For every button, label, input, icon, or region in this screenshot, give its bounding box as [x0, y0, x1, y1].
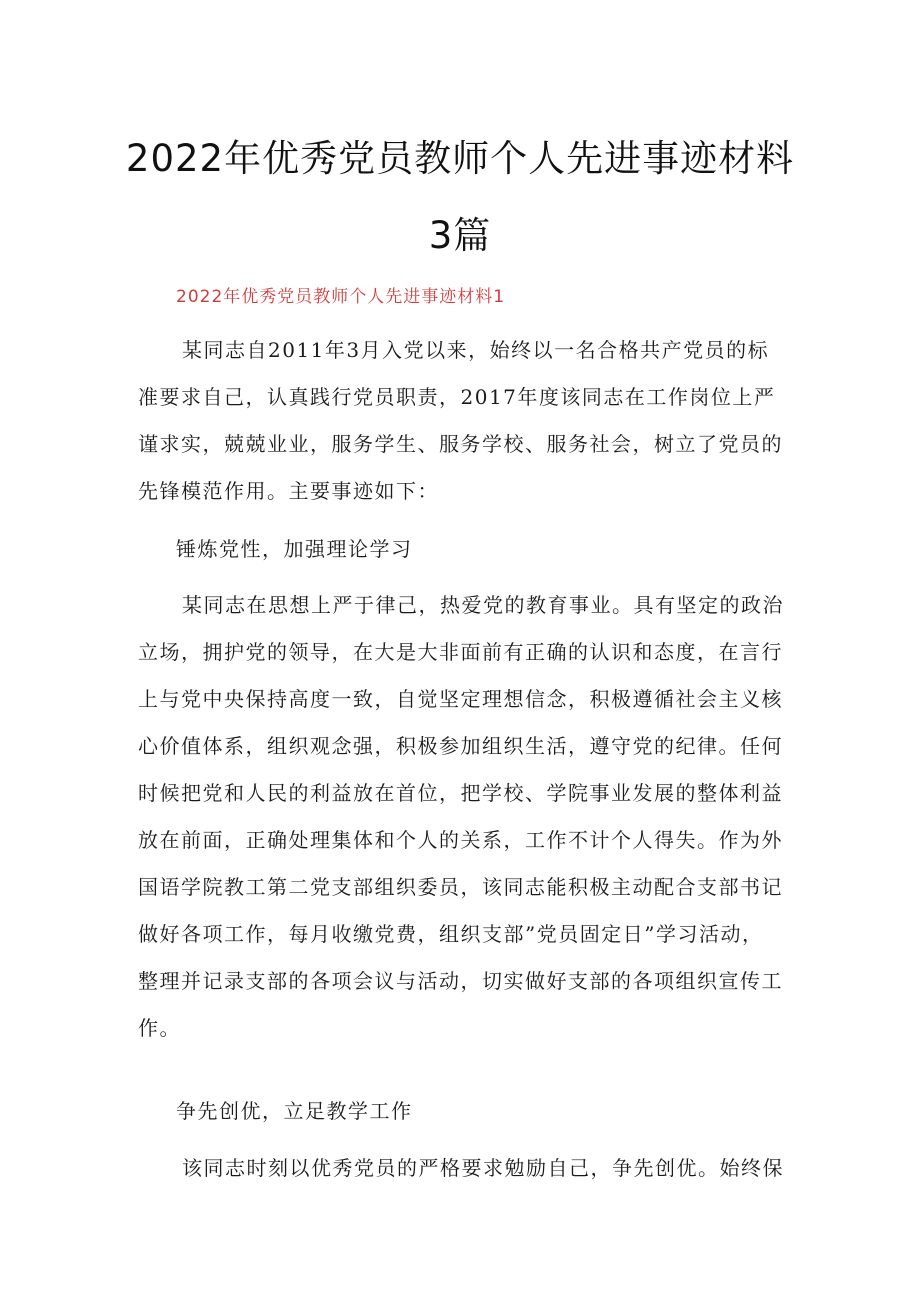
paragraph-line: 先锋模范作用。主要事迹如下：: [138, 479, 439, 503]
paragraph-line: 做好各项工作，每月收缴党费，组织支部”党员固定日”学习活动，: [138, 922, 764, 946]
paragraph-intro: [138, 327, 788, 515]
paragraph-line: 某同志自2011年3月入党以来，始终以一名合格共产党员的标: [182, 338, 770, 362]
section-subtitle: 2022年优秀党员教师个人先进事迹材料1: [176, 287, 506, 307]
paragraph-line: 谨求实，兢兢业业，服务学生、服务学校、服务社会，树立了党员的: [138, 432, 783, 456]
paragraph-line: 时候把党和人民的利益放在首位，把学校、学院事业发展的整体利益: [138, 781, 783, 805]
section-heading-2: 争先创优，立足教学工作: [176, 1099, 413, 1123]
paragraph-line: 立场，拥护党的领导，在大是大非面前有正确的认识和态度，在言行: [138, 640, 783, 664]
paragraph-line: 整理并记录支部的各项会议与活动，切实做好支部的各项组织宣传工: [138, 969, 783, 993]
paragraph-line: 放在前面，正确处理集体和个人的关系，工作不计个人得失。作为外: [138, 828, 783, 852]
paragraph-line: 国语学院教工第二党支部组织委员，该同志能积极主动配合支部书记: [138, 875, 783, 899]
document-title-line2: 3篇: [428, 214, 492, 257]
paragraph-line: 作。: [138, 1016, 181, 1040]
section-heading-1: 锤炼党性，加强理论学习: [176, 537, 413, 561]
paragraph-line: 该同志时刻以优秀党员的严格要求勉励自己，争先创优。始终保: [182, 1156, 784, 1180]
paragraph-party-spirit: [138, 582, 788, 1052]
paragraph-line: 准要求自己，认真践行党员职责，2017年度该同志在工作岗位上严: [138, 385, 776, 409]
paragraph-line: 上与党中央保持高度一致，自觉坚定理想信念，积极遵循社会主义核: [138, 687, 783, 711]
paragraph-line: 心价值体系，组织观念强，积极参加组织生活，遵守党的纪律。任何: [138, 734, 783, 758]
paragraph-line: 某同志在思想上严于律己，热爱党的教育事业。具有坚定的政治: [182, 593, 784, 617]
paragraph-teaching: [138, 1145, 788, 1192]
document-title-line1: 2022年优秀党员教师个人先进事迹材料: [125, 137, 795, 180]
